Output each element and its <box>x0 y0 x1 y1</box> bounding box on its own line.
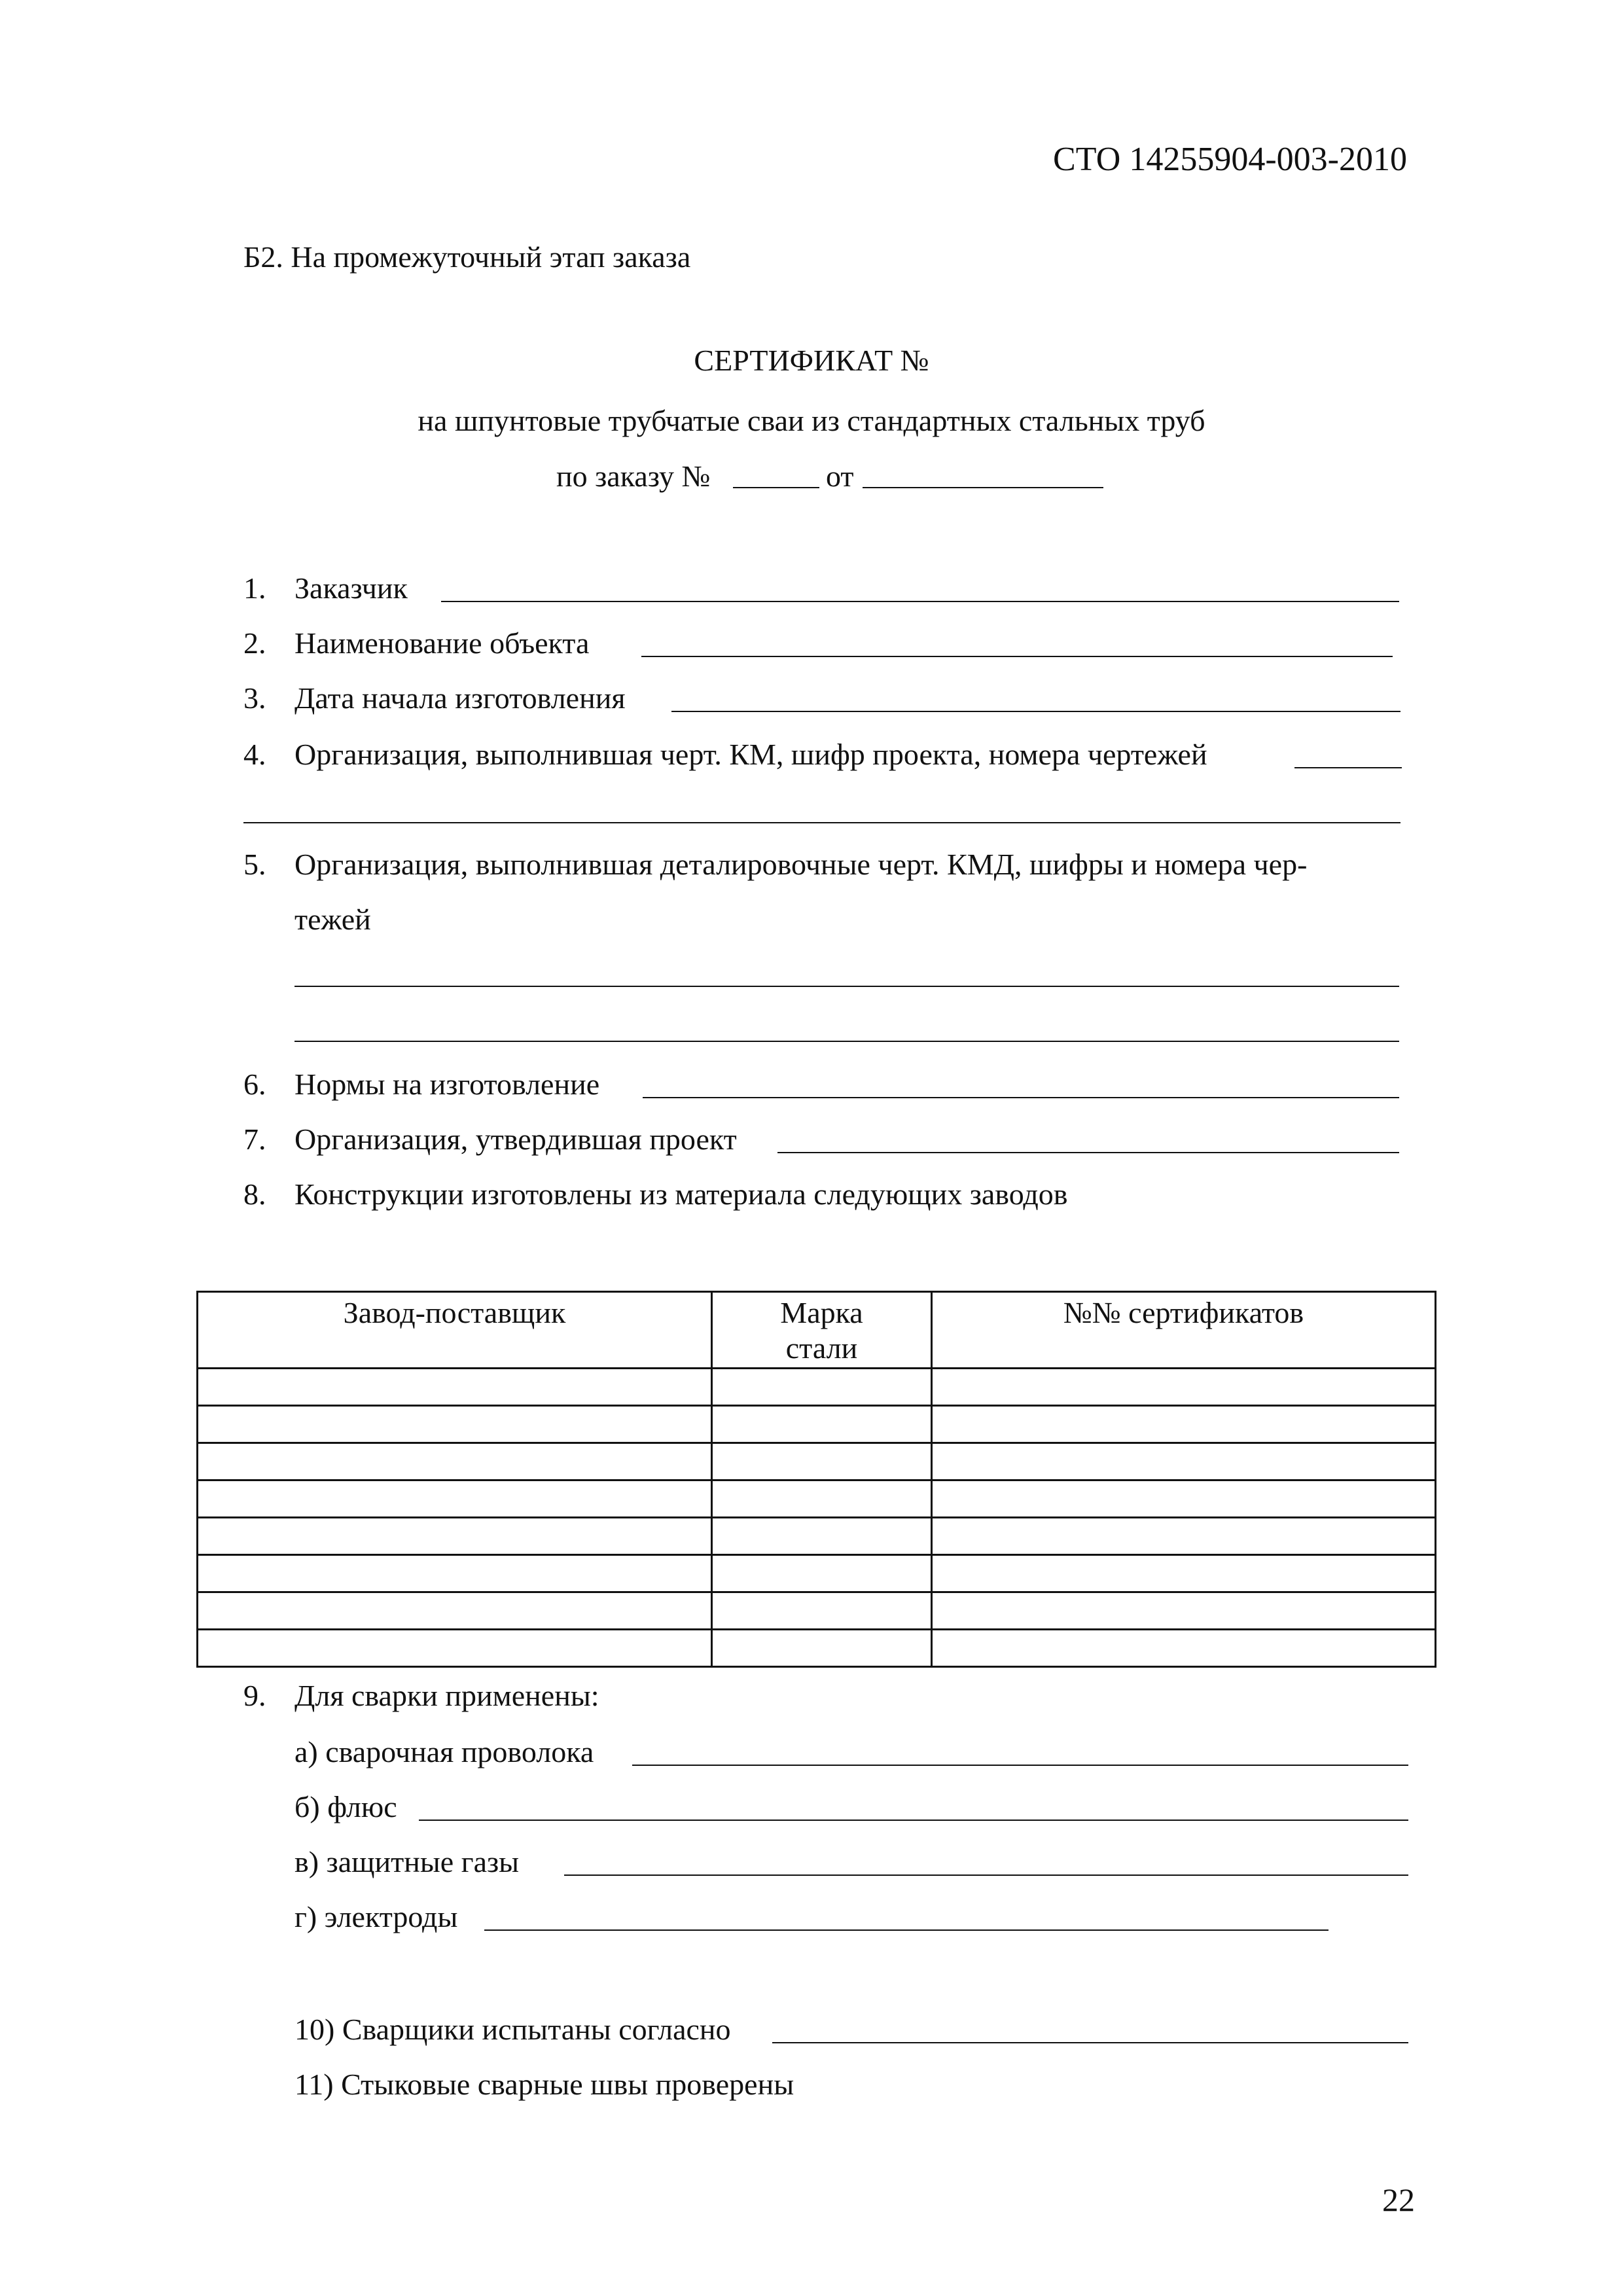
order-date-field[interactable] <box>863 487 1103 488</box>
item-4 <box>243 740 1207 770</box>
item-label: Наименование объекта <box>294 626 590 660</box>
table-cell[interactable] <box>932 1443 1436 1480</box>
item-11: 11) Стыковые сварные швы проверены <box>294 2068 794 2101</box>
certificate-subtitle: на шпунтовые трубчатые сваи из стандартных стальных труб <box>418 404 1205 437</box>
item-label: Нормы на изготовление <box>294 1067 600 1101</box>
start-date-field[interactable] <box>671 711 1400 712</box>
item-number: 6. <box>243 1067 266 1101</box>
table-cell[interactable] <box>932 1592 1436 1630</box>
table-row <box>198 1480 1436 1518</box>
table-cell[interactable] <box>712 1518 932 1555</box>
table-row <box>198 1630 1436 1667</box>
table-cell[interactable] <box>712 1630 932 1667</box>
item-label: Организация, утвердившая проект <box>294 1122 737 1156</box>
table-row <box>198 1443 1436 1480</box>
item-6 <box>243 1069 599 1100</box>
km-organization-field[interactable] <box>1294 767 1402 768</box>
column-header-certificates: №№ сертификатов <box>932 1292 1436 1369</box>
table-cell[interactable] <box>712 1406 932 1443</box>
table-cell[interactable] <box>198 1406 712 1443</box>
kmd-organization-field-line-2[interactable] <box>294 1041 1399 1042</box>
from-label: от <box>826 459 854 493</box>
certificate-title: СЕРТИФИКАТ № <box>694 344 929 377</box>
object-name-field[interactable] <box>641 656 1393 657</box>
item-10: 10) Сварщики испытаны согласно <box>294 2013 731 2046</box>
table-cell[interactable] <box>932 1406 1436 1443</box>
item-2 <box>243 628 589 658</box>
approving-organization-field[interactable] <box>777 1152 1399 1153</box>
table-cell[interactable] <box>932 1518 1436 1555</box>
kmd-organization-field-line-1[interactable] <box>294 986 1399 987</box>
table-row <box>198 1518 1436 1555</box>
page-number: 22 <box>1382 2181 1415 2218</box>
item-number: 2. <box>243 626 266 660</box>
item-1 <box>243 573 408 603</box>
item-number: 5. <box>243 848 266 881</box>
item-5-continuation: тежей <box>294 903 371 936</box>
electrodes-label: г) электроды <box>294 1900 458 1933</box>
table-cell[interactable] <box>198 1518 712 1555</box>
item-number: 3. <box>243 681 266 715</box>
order-number-field[interactable] <box>733 487 819 488</box>
table-row <box>198 1592 1436 1630</box>
item-label: Конструкции изготовлены из материала следующих заводов <box>294 1177 1068 1211</box>
welders-tested-field[interactable] <box>772 2042 1408 2043</box>
item-9 <box>243 1681 599 1711</box>
item-number: 8. <box>243 1177 266 1211</box>
item-number: 9. <box>243 1679 266 1712</box>
table-header-row <box>198 1292 1436 1369</box>
customer-field[interactable] <box>441 601 1399 602</box>
electrodes-field[interactable] <box>484 1929 1329 1931</box>
item-label: Заказчик <box>294 571 408 605</box>
item-label: Для сварки применены: <box>294 1679 599 1712</box>
manufacturing-norms-field[interactable] <box>643 1097 1399 1098</box>
table-cell[interactable] <box>198 1592 712 1630</box>
table-cell[interactable] <box>712 1592 932 1630</box>
table-cell[interactable] <box>712 1555 932 1592</box>
shielding-gases-label: в) защитные газы <box>294 1845 520 1878</box>
item-3 <box>243 683 625 713</box>
table-cell[interactable] <box>198 1443 712 1480</box>
table-row <box>198 1406 1436 1443</box>
welding-wire-field[interactable] <box>632 1765 1408 1766</box>
table-cell[interactable] <box>198 1480 712 1518</box>
table-cell[interactable] <box>932 1369 1436 1406</box>
table-cell[interactable] <box>198 1555 712 1592</box>
order-label: по заказу № <box>556 459 711 493</box>
column-header-supplier: Завод-поставщик <box>198 1292 712 1369</box>
table-cell[interactable] <box>712 1480 932 1518</box>
item-number: 7. <box>243 1122 266 1156</box>
welding-wire-label: а) сварочная проволока <box>294 1735 594 1768</box>
table-cell[interactable] <box>198 1630 712 1667</box>
item-label: Организация, выполнившая деталировочные черт. КМД, шифры и номера чер- <box>294 848 1308 881</box>
table-row <box>198 1555 1436 1592</box>
km-organization-field-line-2[interactable] <box>243 822 1400 823</box>
supplier-table <box>196 1291 1436 1668</box>
item-8 <box>243 1179 1068 1210</box>
flux-label: б) флюс <box>294 1790 397 1823</box>
item-label: Дата начала изготовления <box>294 681 626 715</box>
table-cell[interactable] <box>712 1369 932 1406</box>
item-7 <box>243 1124 737 1155</box>
flux-field[interactable] <box>419 1820 1408 1821</box>
table-cell[interactable] <box>932 1630 1436 1667</box>
item-number: 1. <box>243 571 266 605</box>
section-title: Б2. На промежуточный этап заказа <box>243 240 691 274</box>
shielding-gases-field[interactable] <box>564 1874 1408 1876</box>
document-code: СТО 14255904-003-2010 <box>1053 141 1407 178</box>
column-header-steel-grade: Марка стали <box>712 1292 932 1369</box>
table-row <box>198 1369 1436 1406</box>
item-number: 4. <box>243 738 266 771</box>
item-label: Организация, выполнившая черт. КМ, шифр проекта, номера чертежей <box>294 738 1207 771</box>
table-cell[interactable] <box>198 1369 712 1406</box>
item-5 <box>243 850 1307 880</box>
table-cell[interactable] <box>932 1555 1436 1592</box>
table-cell[interactable] <box>932 1480 1436 1518</box>
table-cell[interactable] <box>712 1443 932 1480</box>
